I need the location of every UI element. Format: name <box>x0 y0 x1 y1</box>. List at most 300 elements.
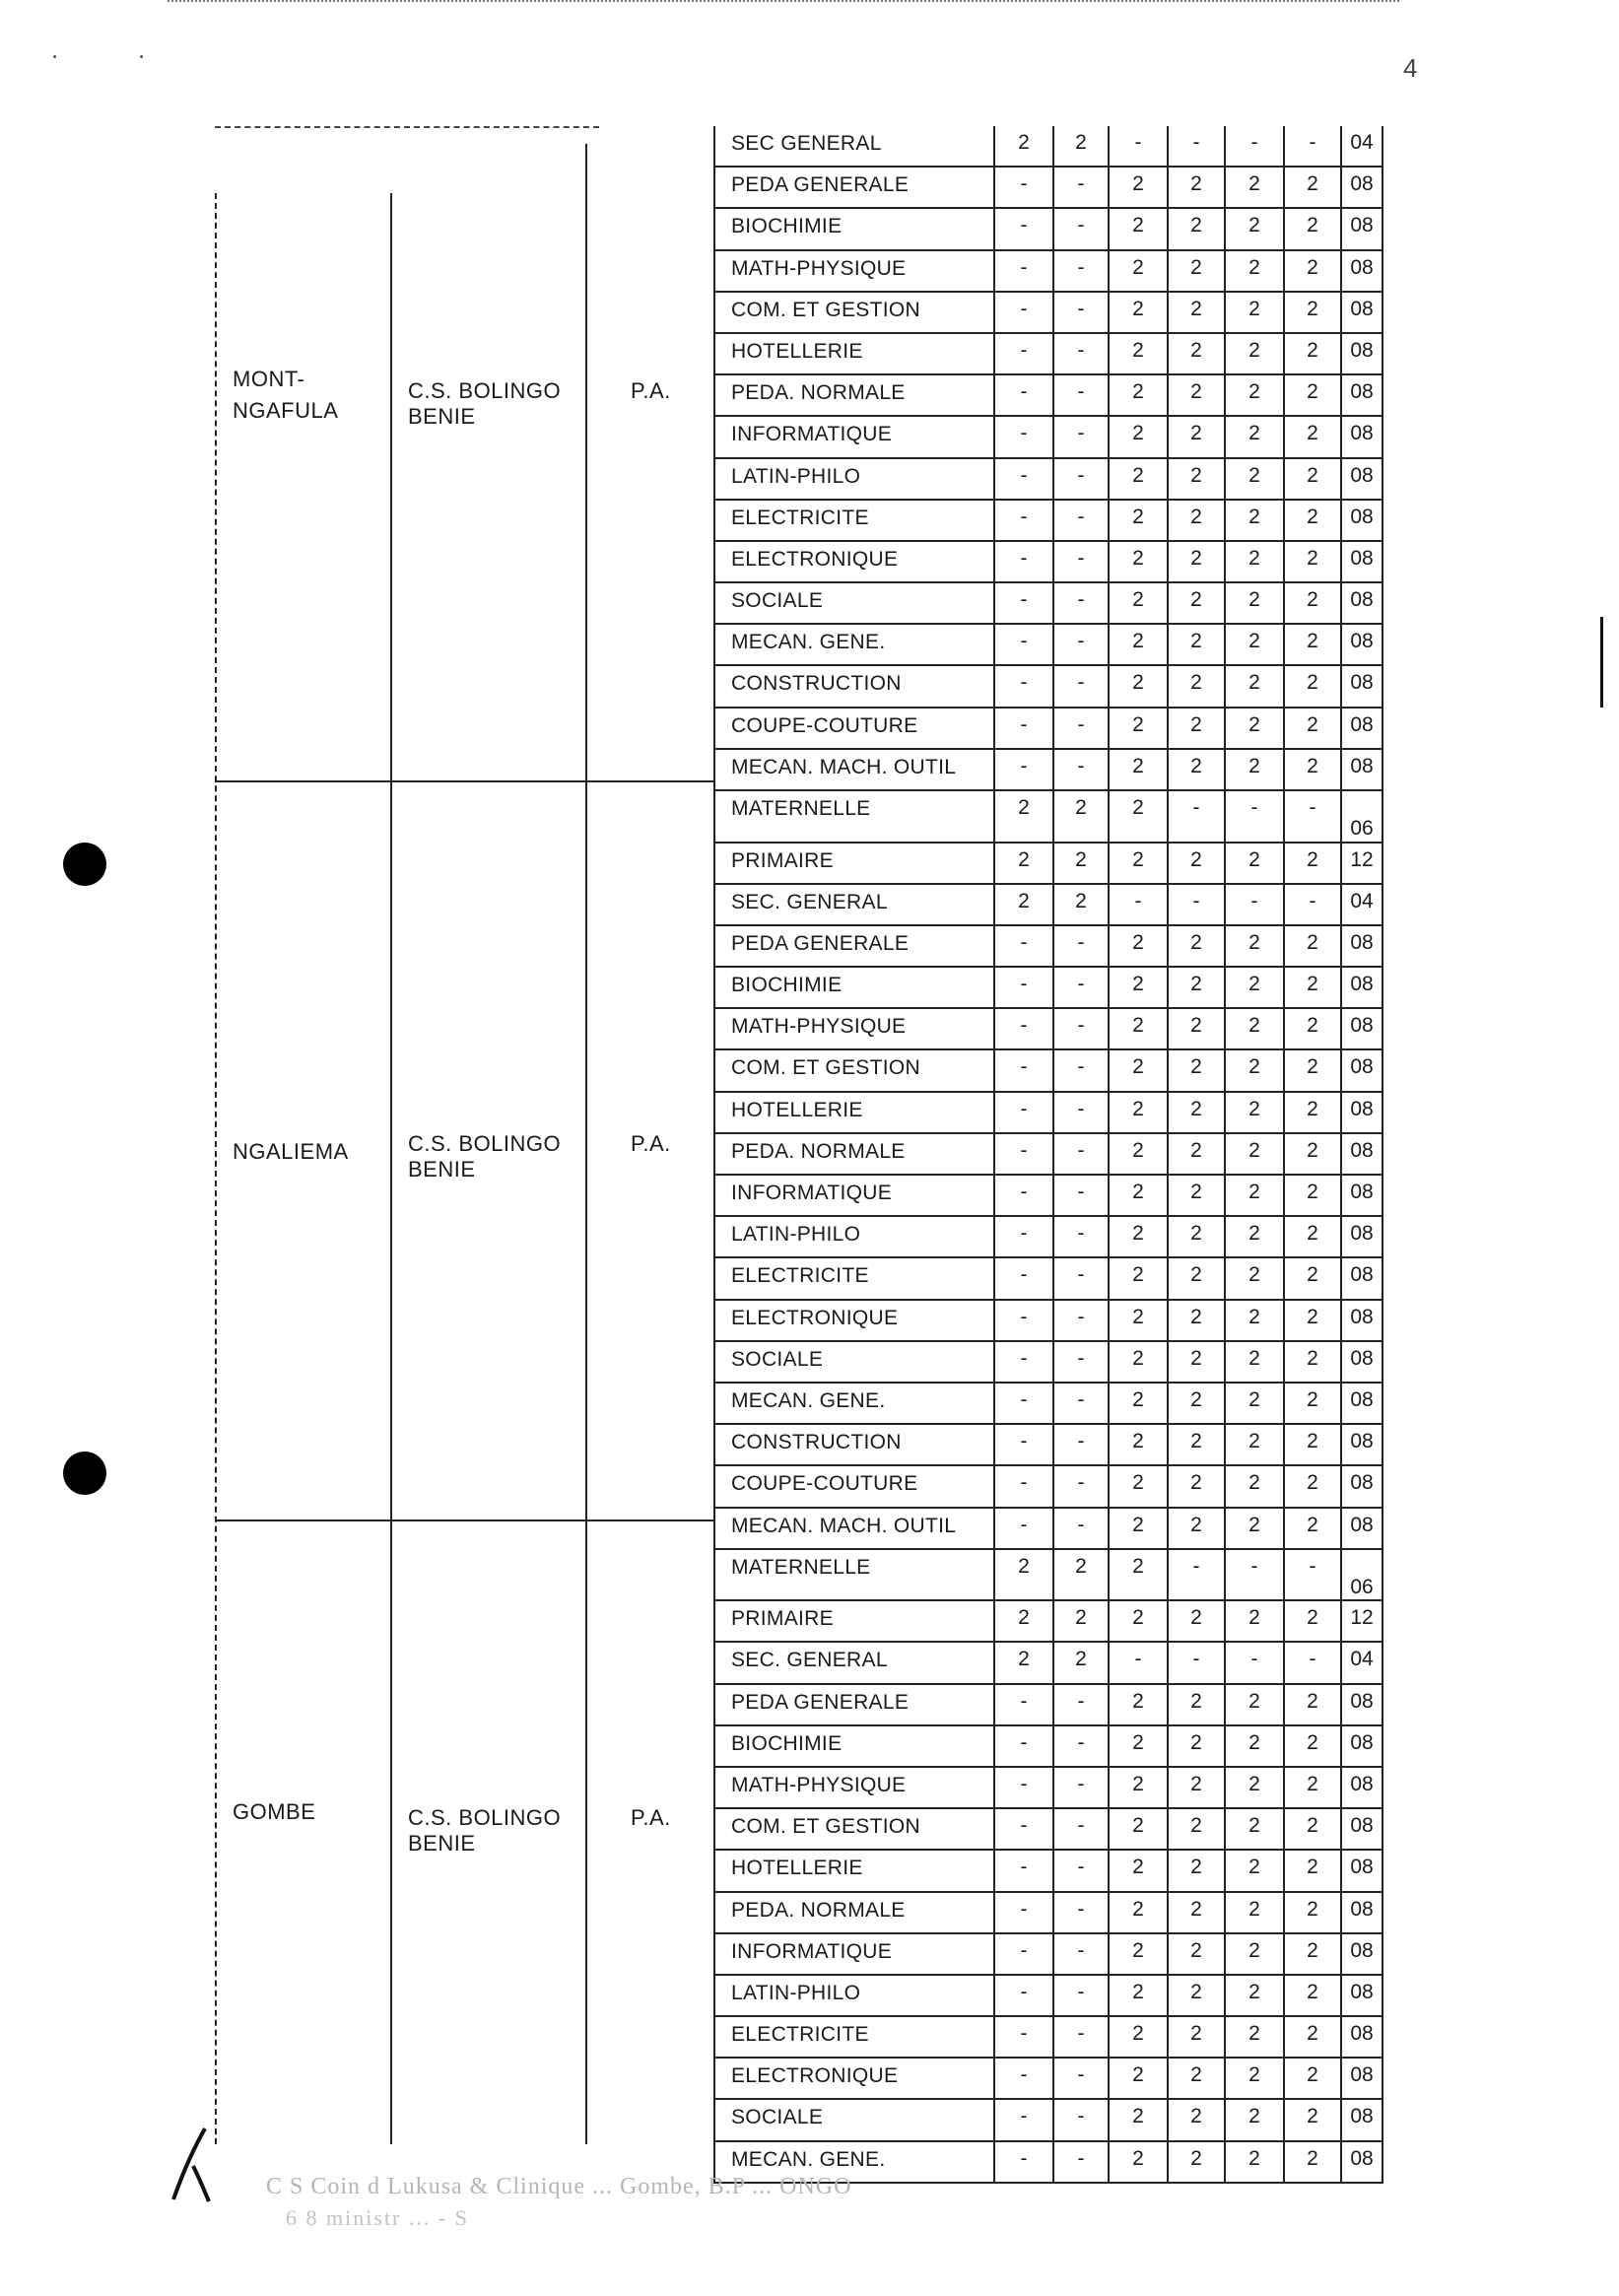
grade-count-cell: 2 <box>1285 1601 1342 1641</box>
grade-count-cell: 2 <box>1110 1009 1169 1048</box>
grade-count-cell: 2 <box>995 1550 1054 1600</box>
total-cell: 04 <box>1350 889 1374 912</box>
grade-count-cell: 2 <box>1110 209 1169 248</box>
grade-count-cell: - <box>1054 1217 1110 1256</box>
grade-count-cell: 2 <box>1169 1217 1226 1256</box>
grade-count-cell: - <box>1054 375 1110 415</box>
grade-count-cell: 2 <box>995 1601 1054 1641</box>
grade-count-cell: - <box>1285 791 1342 842</box>
grade-count-cell: - <box>995 168 1054 207</box>
footer-letterhead <box>158 2164 1577 2253</box>
total-cell: 08 <box>1350 338 1374 362</box>
option-name: HOTELLERIE <box>715 334 995 373</box>
option-name: MECAN. MACH. OUTIL <box>715 750 995 789</box>
table-row <box>715 885 1382 926</box>
grade-count-cell: - <box>995 459 1054 499</box>
section-block-ngaliema <box>215 780 713 1521</box>
table-row <box>715 1342 1382 1384</box>
grade-count-cell: - <box>1054 501 1110 540</box>
grade-count-cell: - <box>1054 2059 1110 2098</box>
grade-count-cell: 2 <box>1110 1217 1169 1256</box>
table-row <box>715 750 1382 791</box>
grade-count-cell: 2 <box>1110 1050 1169 1090</box>
grade-count-cell: - <box>1054 1342 1110 1382</box>
total-cell: 08 <box>1350 546 1374 570</box>
total-cell: 08 <box>1350 297 1374 320</box>
grade-count-cell: - <box>1054 209 1110 248</box>
grade-count-cell: 2 <box>1285 1976 1342 2015</box>
option-name: LATIN-PHILO <box>715 1976 995 2015</box>
grade-count-cell: 2 <box>1226 583 1285 623</box>
grade-count-cell: 2 <box>995 844 1054 883</box>
grade-count-cell: 2 <box>1110 1726 1169 1766</box>
grade-count-cell: - <box>995 1050 1054 1090</box>
grade-count-cell: 2 <box>1226 1466 1285 1506</box>
table-row <box>715 417 1382 458</box>
grade-count-cell: - <box>1226 791 1285 842</box>
option-name: INFORMATIQUE <box>715 1176 995 1215</box>
grade-count-cell: 2 <box>1226 1009 1285 1048</box>
total-cell: 06 <box>1350 817 1374 840</box>
grade-count-cell: - <box>995 625 1054 664</box>
grade-count-cell: 2 <box>1226 1601 1285 1641</box>
left-columns <box>215 126 713 2144</box>
grade-count-cell: - <box>1054 1976 1110 2015</box>
grade-count-cell: 2 <box>1285 251 1342 291</box>
table-row <box>715 2017 1382 2059</box>
grade-count-cell: - <box>1054 168 1110 207</box>
grade-count-cell: - <box>995 709 1054 748</box>
grade-count-cell: 2 <box>1226 251 1285 291</box>
grade-count-cell: 2 <box>1226 926 1285 966</box>
grade-count-cell: - <box>1226 126 1285 166</box>
grade-count-cell: 2 <box>1285 1176 1342 1215</box>
grade-count-cell: 2 <box>1054 844 1110 883</box>
grade-count-cell: 2 <box>1169 501 1226 540</box>
grade-count-cell: 2 <box>1110 293 1169 332</box>
grade-count-cell: 2 <box>1226 968 1285 1007</box>
total-cell: 08 <box>1350 588 1374 612</box>
option-name: SEC. GENERAL <box>715 1643 995 1682</box>
grade-count-cell: 2 <box>1169 1093 1226 1132</box>
grade-count-cell: - <box>1226 1550 1285 1600</box>
grade-count-cell: 2 <box>1226 1301 1285 1340</box>
option-name: ELECTRICITE <box>715 2017 995 2057</box>
total-cell: 08 <box>1350 214 1374 237</box>
grade-count-cell: 2 <box>1226 459 1285 499</box>
grade-count-cell: 2 <box>995 1643 1054 1682</box>
grade-count-cell: - <box>995 501 1054 540</box>
option-name: PEDA. NORMALE <box>715 1893 995 1932</box>
grade-count-cell: 2 <box>1110 334 1169 373</box>
grade-count-cell: - <box>995 251 1054 291</box>
school-label: C.S. BOLINGO BENIE <box>408 1131 562 1182</box>
total-cell: 08 <box>1350 1222 1374 1246</box>
grade-count-cell: - <box>1169 126 1226 166</box>
total-cell: 08 <box>1350 1856 1374 1879</box>
total-cell: 08 <box>1350 1938 1374 1962</box>
total-cell: 08 <box>1350 1430 1374 1453</box>
grade-count-cell: 2 <box>1226 2142 1285 2182</box>
total-cell: 08 <box>1350 172 1374 196</box>
grade-count-cell: 2 <box>1169 375 1226 415</box>
option-name: ELECTRONIQUE <box>715 542 995 581</box>
grade-count-cell: 2 <box>1169 1301 1226 1340</box>
total-cell: 08 <box>1350 1513 1374 1536</box>
table-row <box>715 375 1382 417</box>
grade-count-cell: 2 <box>1226 1258 1285 1298</box>
option-name: SOCIALE <box>715 2100 995 2139</box>
table-row <box>715 251 1382 293</box>
footer-address-line: C S Coin d Lukusa & Clinique ... Gombe, B.P ... ONGO <box>266 2174 852 2199</box>
grade-count-cell: 2 <box>1226 293 1285 332</box>
grade-count-cell: - <box>995 1217 1054 1256</box>
total-cell: 08 <box>1350 2022 1374 2046</box>
grade-count-cell: - <box>995 375 1054 415</box>
grade-count-cell: 2 <box>1226 1509 1285 1548</box>
grade-count-cell: 2 <box>1110 750 1169 789</box>
regime-label: P.A. <box>631 1805 671 1830</box>
table-row <box>715 126 1382 168</box>
grade-count-cell: 2 <box>1169 750 1226 789</box>
grade-count-cell: - <box>995 1509 1054 1548</box>
total-cell: 08 <box>1350 505 1374 528</box>
option-name: ELECTRONIQUE <box>715 2059 995 2098</box>
grade-count-cell: - <box>995 1976 1054 2015</box>
grade-count-cell: 2 <box>1110 1851 1169 1890</box>
option-name: MATERNELLE <box>715 1550 995 1600</box>
grade-count-cell: 2 <box>995 791 1054 842</box>
table-row <box>715 1050 1382 1092</box>
option-name: PRIMAIRE <box>715 1601 995 1641</box>
table-row <box>715 168 1382 209</box>
grade-count-cell: 2 <box>1110 1509 1169 1548</box>
grade-count-cell: 2 <box>1285 1893 1342 1932</box>
option-name: PEDA GENERALE <box>715 1685 995 1724</box>
grade-count-cell: 2 <box>1285 1134 1342 1174</box>
grade-count-cell: 2 <box>1226 1685 1285 1724</box>
grade-count-cell: 2 <box>1226 501 1285 540</box>
table-row <box>715 1009 1382 1050</box>
regime-label: P.A. <box>631 1131 671 1156</box>
total-cell: 08 <box>1350 1097 1374 1120</box>
option-name: MECAN. MACH. OUTIL <box>715 1509 995 1548</box>
total-cell: 08 <box>1350 1014 1374 1038</box>
grade-count-cell: 2 <box>1285 417 1342 456</box>
total-cell: 08 <box>1350 1387 1374 1411</box>
grade-count-cell: 2 <box>1054 1550 1110 1600</box>
grade-count-cell: 2 <box>1226 1050 1285 1090</box>
grade-count-cell: - <box>1054 2017 1110 2057</box>
grade-count-cell: 2 <box>1285 1809 1342 1849</box>
total-cell: 08 <box>1350 380 1374 404</box>
total-cell: 08 <box>1350 973 1374 996</box>
grade-count-cell: - <box>1054 1809 1110 1849</box>
grade-count-cell: 2 <box>1169 1009 1226 1048</box>
grade-count-cell: - <box>995 926 1054 966</box>
grade-count-cell: - <box>1054 1466 1110 1506</box>
grade-count-cell: 2 <box>1285 334 1342 373</box>
grade-count-cell: - <box>995 1851 1054 1890</box>
grade-count-cell: 2 <box>1169 926 1226 966</box>
total-cell: 08 <box>1350 1897 1374 1921</box>
grade-count-cell: 2 <box>1226 1768 1285 1807</box>
option-name: MECAN. GENE. <box>715 1384 995 1423</box>
grade-count-cell: 2 <box>1285 459 1342 499</box>
table-row <box>715 1893 1382 1934</box>
section-block-mont-ngafula <box>215 126 713 782</box>
grade-count-cell: - <box>995 209 1054 248</box>
grade-count-cell: 2 <box>1285 375 1342 415</box>
grade-count-cell: - <box>995 1768 1054 1807</box>
option-name: COM. ET GESTION <box>715 1050 995 1090</box>
total-cell: 08 <box>1350 1980 1374 2003</box>
column-divider <box>390 193 392 2144</box>
total-cell: 08 <box>1350 1689 1374 1713</box>
grade-count-cell: 2 <box>1285 542 1342 581</box>
grade-count-cell: 2 <box>1226 1726 1285 1766</box>
grade-count-cell: 2 <box>1226 625 1285 664</box>
grade-count-cell: 2 <box>1110 1550 1169 1600</box>
scan-edge-mark <box>1600 617 1603 708</box>
grade-count-cell: 2 <box>1110 1466 1169 1506</box>
grade-count-cell: 2 <box>1169 2017 1226 2057</box>
table-row <box>715 709 1382 750</box>
option-name: MATH-PHYSIQUE <box>715 251 995 291</box>
grade-count-cell: - <box>995 334 1054 373</box>
grade-count-cell: - <box>995 1384 1054 1423</box>
grade-count-cell: 2 <box>1226 209 1285 248</box>
option-name: SOCIALE <box>715 1342 995 1382</box>
total-cell: 08 <box>1350 1055 1374 1079</box>
grade-count-cell: - <box>1054 709 1110 748</box>
grade-count-cell: 2 <box>1169 1258 1226 1298</box>
grade-count-cell: - <box>1169 791 1226 842</box>
grade-count-cell: - <box>1054 1009 1110 1048</box>
grade-count-cell: - <box>995 968 1054 1007</box>
commune-label: NGALIEMA <box>233 1139 349 1164</box>
grade-count-cell: 2 <box>1110 1976 1169 2015</box>
table-row <box>715 1934 1382 1976</box>
grade-count-cell: - <box>1054 1134 1110 1174</box>
school-label: C.S. BOLINGO BENIE <box>408 378 562 429</box>
grade-count-cell: - <box>995 1685 1054 1724</box>
grade-count-cell: - <box>995 2100 1054 2139</box>
grade-count-cell: 2 <box>1285 2017 1342 2057</box>
grade-count-cell: 2 <box>1169 1809 1226 1849</box>
option-name: ELECTRICITE <box>715 501 995 540</box>
grade-count-cell: 2 <box>1054 791 1110 842</box>
grade-count-cell: - <box>995 542 1054 581</box>
total-cell: 08 <box>1350 1181 1374 1203</box>
grade-count-cell: - <box>1054 1093 1110 1132</box>
grade-count-cell: 2 <box>1226 1425 1285 1464</box>
grade-count-cell: 2 <box>1110 1301 1169 1340</box>
table-row <box>715 1809 1382 1851</box>
grade-count-cell: 2 <box>1226 1093 1285 1132</box>
grade-count-cell: 2 <box>1169 1466 1226 1506</box>
total-cell: 08 <box>1350 1305 1374 1328</box>
grade-count-cell: 2 <box>1110 1809 1169 1849</box>
grade-count-cell: 2 <box>1169 709 1226 748</box>
grade-count-cell: - <box>995 1176 1054 1215</box>
table-row <box>715 1509 1382 1550</box>
grade-count-cell: 2 <box>1226 709 1285 748</box>
grade-count-cell: 2 <box>1285 709 1342 748</box>
grade-count-cell: 2 <box>1110 2142 1169 2182</box>
option-name: CONSTRUCTION <box>715 666 995 706</box>
column-divider <box>215 193 217 2144</box>
option-name: PEDA. NORMALE <box>715 375 995 415</box>
option-name: HOTELLERIE <box>715 1093 995 1132</box>
option-name: ELECTRICITE <box>715 1258 995 1298</box>
grade-count-cell: - <box>995 1466 1054 1506</box>
grade-count-cell: 2 <box>1110 1601 1169 1641</box>
option-name: PRIMAIRE <box>715 844 995 883</box>
grade-count-cell: 2 <box>1226 1384 1285 1423</box>
grade-count-cell: 2 <box>1169 1851 1226 1890</box>
grade-count-cell: 2 <box>1169 293 1226 332</box>
grade-count-cell: - <box>995 1134 1054 1174</box>
grade-count-cell: - <box>995 666 1054 706</box>
grade-count-cell: 2 <box>1285 1009 1342 1048</box>
grade-count-cell: - <box>1054 1050 1110 1090</box>
grade-count-cell: 2 <box>1169 251 1226 291</box>
grade-count-cell: - <box>995 293 1054 332</box>
grade-count-cell: 2 <box>1226 666 1285 706</box>
option-name: PEDA GENERALE <box>715 926 995 966</box>
total-cell: 08 <box>1350 754 1374 777</box>
punch-hole <box>63 1452 106 1495</box>
grade-count-cell: 2 <box>1110 1176 1169 1215</box>
section-block-gombe <box>215 1519 713 2144</box>
grade-count-cell: - <box>1169 885 1226 924</box>
grade-count-cell: 2 <box>1285 926 1342 966</box>
grade-count-cell: - <box>995 1342 1054 1382</box>
grade-count-cell: 2 <box>1110 542 1169 581</box>
option-name: MATH-PHYSIQUE <box>715 1768 995 1807</box>
total-cell: 08 <box>1350 1814 1374 1838</box>
table-row <box>715 334 1382 375</box>
grade-count-cell: - <box>995 1726 1054 1766</box>
grade-count-cell: 2 <box>1226 1134 1285 1174</box>
grade-count-cell: 2 <box>1226 750 1285 789</box>
grade-count-cell: - <box>1054 2142 1110 2182</box>
grade-count-cell: 2 <box>1285 1934 1342 1974</box>
grade-count-cell: - <box>1054 542 1110 581</box>
table-row <box>715 1134 1382 1176</box>
punch-hole <box>63 843 106 886</box>
table-row <box>715 1768 1382 1809</box>
grade-count-cell: - <box>995 1425 1054 1464</box>
scan-speck <box>140 55 143 58</box>
grade-count-cell: - <box>1054 417 1110 456</box>
grade-count-cell: - <box>1054 968 1110 1007</box>
grade-count-cell: 2 <box>1285 844 1342 883</box>
grade-count-cell: - <box>995 750 1054 789</box>
grade-count-cell: - <box>995 1258 1054 1298</box>
table-row <box>715 1726 1382 1768</box>
total-cell: 08 <box>1350 1730 1374 1754</box>
grade-count-cell: 2 <box>1110 417 1169 456</box>
table-row <box>715 926 1382 968</box>
total-cell: 08 <box>1350 1346 1374 1370</box>
grade-count-cell: 2 <box>1169 1384 1226 1423</box>
grade-count-cell: 2 <box>1285 1851 1342 1890</box>
grade-count-cell: 2 <box>1285 1466 1342 1506</box>
grade-count-cell: 2 <box>1110 2017 1169 2057</box>
grade-count-cell: 2 <box>995 126 1054 166</box>
grade-count-cell: 2 <box>1169 1176 1226 1215</box>
grade-count-cell: - <box>995 2142 1054 2182</box>
grade-count-cell: - <box>1054 583 1110 623</box>
grade-count-cell: 2 <box>1169 1342 1226 1382</box>
grade-count-cell: 2 <box>1226 1342 1285 1382</box>
table-row <box>715 1217 1382 1258</box>
grade-count-cell: 2 <box>1110 2100 1169 2139</box>
total-cell: 08 <box>1350 2105 1374 2128</box>
grade-count-cell: 2 <box>1285 1509 1342 1548</box>
table-row <box>715 1176 1382 1217</box>
table-row <box>715 1425 1382 1466</box>
table-row <box>715 2059 1382 2100</box>
grade-count-cell: 2 <box>1285 501 1342 540</box>
footer-contact-line: 6 8 ministr ... - S <box>286 2205 469 2230</box>
grade-count-cell: 2 <box>1110 666 1169 706</box>
total-cell: 08 <box>1350 1772 1374 1795</box>
total-cell: 08 <box>1350 2063 1374 2087</box>
total-cell: 08 <box>1350 463 1374 487</box>
grade-count-cell: 2 <box>1110 844 1169 883</box>
grade-count-cell: - <box>1054 1768 1110 1807</box>
table-row <box>715 1384 1382 1425</box>
grade-count-cell: 2 <box>1169 334 1226 373</box>
option-name: MATERNELLE <box>715 791 995 842</box>
grade-count-cell: 2 <box>1226 1217 1285 1256</box>
grade-count-cell: - <box>995 417 1054 456</box>
grade-count-cell: 2 <box>1226 1893 1285 1932</box>
grade-count-cell: 2 <box>1169 459 1226 499</box>
grade-count-cell: 2 <box>1285 1726 1342 1766</box>
option-name: COUPE-COUTURE <box>715 1466 995 1506</box>
grade-count-cell: 2 <box>1169 1134 1226 1174</box>
grade-count-cell: 2 <box>1285 750 1342 789</box>
grade-count-cell: 2 <box>1169 1050 1226 1090</box>
grade-count-cell: 2 <box>1110 968 1169 1007</box>
grade-count-cell: - <box>995 1009 1054 1048</box>
total-cell: 08 <box>1350 712 1374 736</box>
grade-count-cell: - <box>1110 126 1169 166</box>
grade-count-cell: 2 <box>1169 2100 1226 2139</box>
grade-count-cell: - <box>1054 459 1110 499</box>
table-row <box>715 625 1382 666</box>
grade-count-cell: - <box>1226 1643 1285 1682</box>
grade-count-cell: 2 <box>1285 1258 1342 1298</box>
school-label: C.S. BOLINGO BENIE <box>408 1805 562 1856</box>
grade-count-cell: - <box>1285 885 1342 924</box>
grade-count-cell: 2 <box>1110 1384 1169 1423</box>
table-row <box>715 1550 1382 1602</box>
grade-count-cell: 2 <box>1169 1601 1226 1641</box>
grade-count-cell: 2 <box>1226 168 1285 207</box>
grade-count-cell: - <box>995 1301 1054 1340</box>
option-name: SEC. GENERAL <box>715 885 995 924</box>
total-cell: 08 <box>1350 2146 1374 2170</box>
total-cell: 08 <box>1350 671 1374 695</box>
page-number: 4 <box>1403 53 1418 83</box>
scan-speck <box>53 55 56 58</box>
grade-count-cell: 2 <box>1226 1976 1285 2015</box>
